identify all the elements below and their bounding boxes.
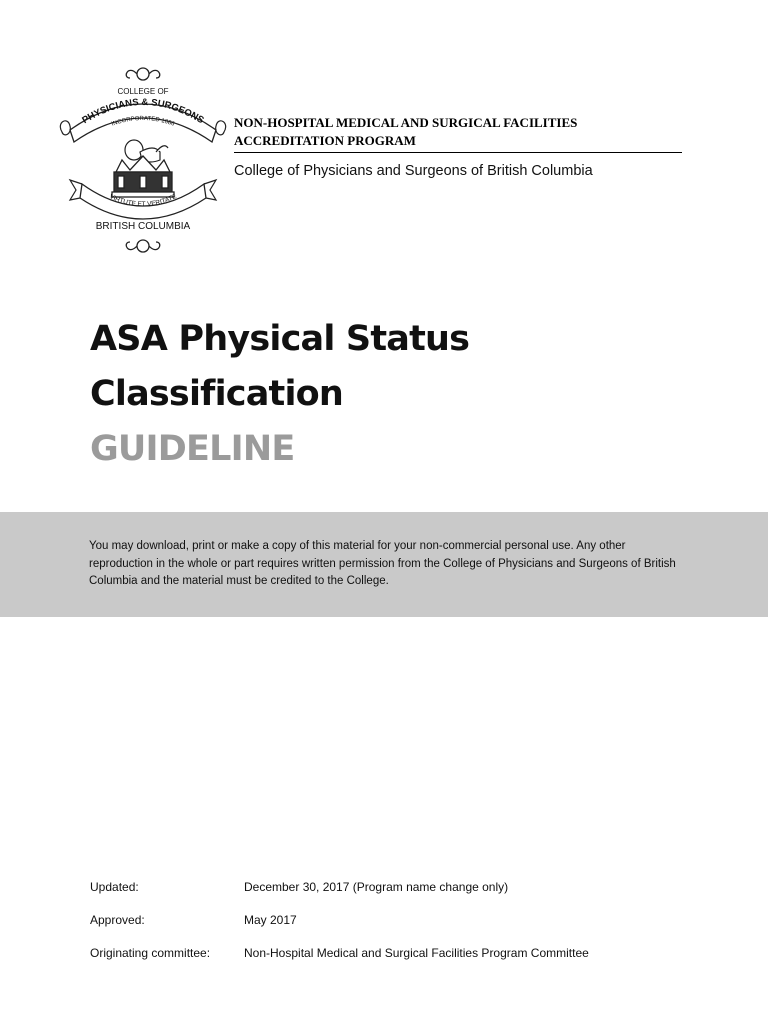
crown-icon bbox=[112, 156, 174, 197]
program-title-line-1: NON-HOSPITAL MEDICAL AND SURGICAL FACILITIES bbox=[234, 115, 578, 130]
meta-value: May 2017 bbox=[244, 913, 297, 927]
meta-row-updated bbox=[90, 880, 730, 913]
title-subtitle: GUIDELINE bbox=[90, 429, 295, 469]
copyright-notice-text: You may download, print or make a copy of this material for your non-commercial personal use. Any other reproduction in the whole or part requires written permission from the College of Physicians and Surgeons of British Columbia and the material must be credited to the College. bbox=[89, 540, 676, 587]
bottom-flourish-icon bbox=[126, 240, 159, 252]
logo-incorporated-text: INCORPORATED 1886 bbox=[110, 115, 176, 128]
meta-label: Updated: bbox=[90, 880, 139, 894]
copyright-notice-panel bbox=[0, 512, 768, 617]
program-title bbox=[234, 114, 682, 153]
meta-value: December 30, 2017 (Program name change only) bbox=[244, 880, 509, 894]
logo-province-text: BRITISH COLUMBIA bbox=[95, 221, 191, 232]
document-metadata bbox=[90, 880, 730, 979]
document-title bbox=[90, 312, 469, 477]
meta-label: Approved: bbox=[90, 913, 145, 927]
logo-top-text: COLLEGE OF bbox=[117, 87, 169, 96]
logo-banner-text: PHYSICIANS & SURGEONS bbox=[80, 96, 206, 127]
college-crest-logo bbox=[56, 60, 230, 258]
meta-value: Non-Hospital Medical and Surgical Facilities Program Committee bbox=[244, 946, 589, 960]
meta-row-approved bbox=[90, 913, 730, 946]
title-line-2: Classification bbox=[90, 374, 344, 414]
program-title-line-2: ACCREDITATION PROGRAM bbox=[234, 133, 416, 148]
title-line-1: ASA Physical Status bbox=[90, 319, 470, 359]
logo-motto-text: VIRTUTE ET VERITATE bbox=[108, 193, 178, 209]
meta-label: Originating committee: bbox=[90, 946, 211, 960]
lion-icon bbox=[125, 140, 168, 162]
banner-ribbon bbox=[70, 104, 216, 142]
header-block bbox=[234, 114, 682, 179]
top-flourish-icon bbox=[126, 68, 159, 80]
college-name: College of Physicians and Surgeons of British Columbia bbox=[234, 163, 593, 179]
meta-row-committee bbox=[90, 946, 730, 979]
